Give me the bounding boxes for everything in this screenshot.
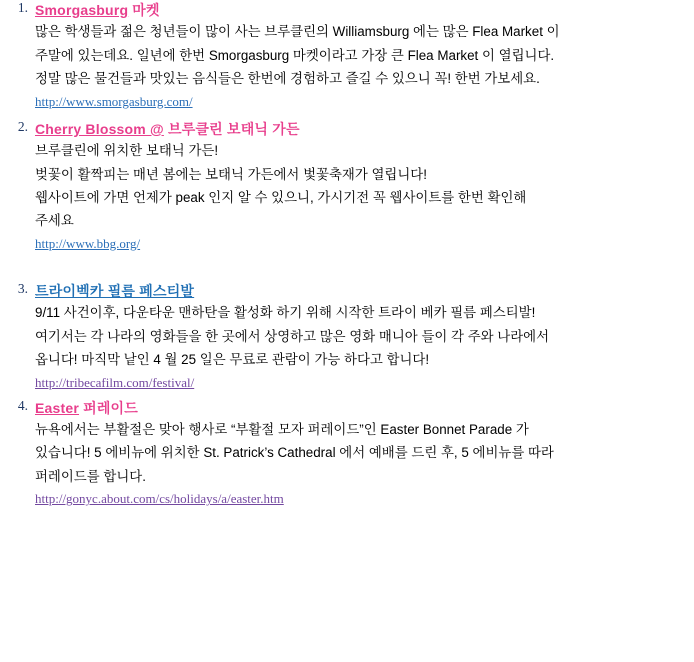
list-item [0, 119, 694, 255]
external-link[interactable]: http://tribecafilm.com/festival/ [35, 374, 195, 390]
heading-underlined-part: Easter [35, 399, 80, 416]
heading-rest-part: 브루클린 보태닉 가든 [163, 120, 300, 137]
body-line: 9/11 사건이후, 다운타운 맨하탄을 활성화 하기 위해 시작한 트라이 베카 필름 페스티발! [35, 305, 536, 321]
body-line: 주세요 [35, 213, 74, 229]
body-line: 주말에 있는데요. 일년에 한번 Smorgasburg 마켓이라고 가장 큰 Flea Market 이 열립니다. [35, 47, 555, 63]
list-item-heading [35, 119, 694, 139]
external-link[interactable]: http://www.smorgasburg.com/ [35, 93, 193, 109]
list-item-body [35, 20, 694, 90]
list-item-body [35, 418, 694, 488]
list-item-body [35, 301, 694, 371]
list-item-heading [35, 0, 694, 20]
list-item [0, 281, 694, 394]
list-item-heading [35, 281, 694, 301]
heading-rest-part: 퍼레이드 [79, 399, 139, 416]
body-line: 있습니다! 5 에비뉴에 위치한 St. Patrick’s Cathedral 에서 예배를 드린 후, 5 에비뉴를 따라 [35, 445, 554, 461]
body-line: 브루클린에 위치한 보태닉 가든! [35, 143, 219, 159]
heading-rest-part: 마켓 [128, 2, 160, 18]
body-line: 벚꽃이 활짝피는 매년 봄에는 보태닉 가든에서 벛꽃축재가 열립니다! [35, 166, 427, 182]
list-item [0, 0, 694, 113]
list-item-number: 4. [17, 397, 28, 413]
list-item-heading [35, 398, 694, 418]
heading-underlined-part: Smorgasburg [35, 2, 129, 18]
spacer [0, 255, 694, 281]
list-item [0, 398, 694, 511]
list-item-number: 3. [17, 280, 28, 296]
list-item-number: 2. [17, 118, 28, 134]
external-link[interactable]: http://www.bbg.org/ [35, 235, 141, 251]
body-line: 웹사이트에 가면 언제가 peak 인지 알 수 있으니, 가시기전 꼭 웹사이트를 한번 확인해 [35, 189, 527, 205]
body-line: 옵니다! 마직막 낱인 4 월 25 일은 무료로 관람이 가능 하다고 합니다! [35, 352, 430, 368]
body-line: 정말 많은 물건들과 맛있는 음식들은 한번에 경험하고 즐길 수 있으니 꼭! 한번 가보세요. [35, 71, 540, 87]
body-line: 뉴욕에서는 부활절은 맞아 행사로 “부활절 모자 퍼레이드”인 Easter Bonnet Parade 가 [35, 422, 529, 437]
body-line: 퍼레이드를 합니다. [35, 468, 146, 484]
heading-underlined-part: Cherry Blossom @ [35, 120, 164, 137]
body-line: 많은 학생들과 젊은 청년들이 많이 사는 브루클린의 Williamsburg 에는 많은 Flea Market 이 [35, 24, 560, 40]
external-link[interactable]: http://gonyc.about.com/cs/holidays/a/easter.htm [35, 491, 284, 507]
body-line: 여기서는 각 나라의 영화들을 한 곳에서 상영하고 많은 영화 매니아 들이 각 주와 나라에서 [35, 328, 550, 344]
list-item-number: 1. [17, 0, 28, 15]
list-item-body [35, 139, 694, 233]
heading-underlined-part: 트라이벡카 필름 페스티발 [35, 282, 195, 299]
